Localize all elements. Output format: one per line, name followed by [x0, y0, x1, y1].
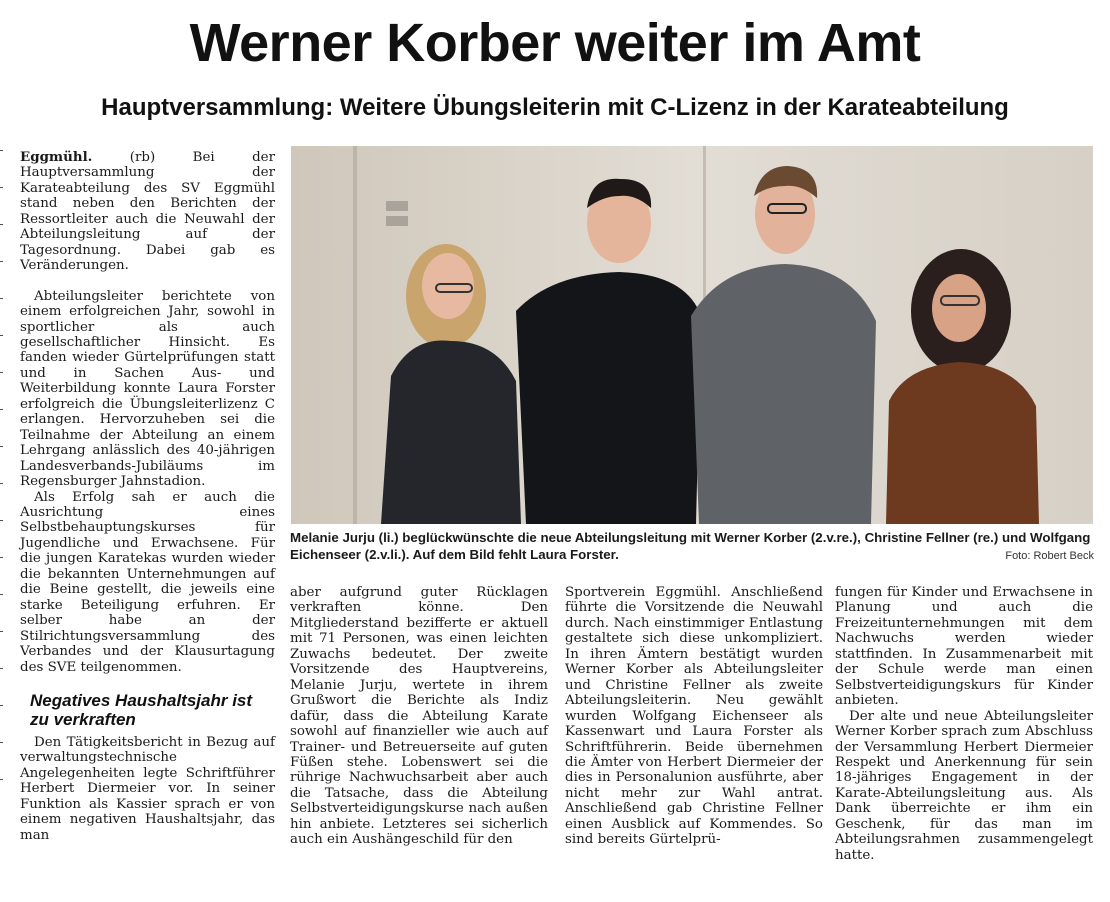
article-column-1 [20, 150, 275, 843]
lead-text: (rb) Bei der Hauptversammlung der Karateabteilung des SV Eggmühl stand neben den Berichten der Ressortleiter auch die Neuwahl der Abteilungsleitung auf der Tagesordnung. Dabei gab es Veränderungen. [20, 150, 275, 274]
paragraph: aber aufgrund guter Rücklagen verkraften könne. Den Mitgliederstand bezifferte er aktuell mit 71 Personen, was einen leichten Zuwachs bedeutet. Der zweite Vorsitzende des Hauptvereins, Melanie Jurju, wertete in ihrem Grußwort die Berichte als Indiz dafür, dass die Abteilung Karate sowohl auf finanzieller wie auch auf Trainer- und Betreuerseite auf guten Füßen stehe. Lobenswert sei die rührige Nachwuchsarbeit aber auch die Tatsache, dass die Abteilung Selbstverteidigungskurse nach außen hin anbiete. Letzteres sei sicherlich auch ein Aushängeschild für den [290, 585, 548, 848]
margin-marks [0, 150, 4, 816]
paragraph: Sportverein Eggmühl. Anschließend führte die Vorsitzende die Neuwahl durch. Nach einstimmiger Entlastung gestaltete sich diese unkompliziert. In ihren Ämtern bestätigt wurden Werner Korber als Abteilungsleiter und Christine Fellner als zweite Abteilungsleiterin. Neu gewählt wurden Wolfgang Eichenseer als Kassenwart und Laura Forster als Schriftführerin. Beide übernehmen die Ämter von Herbert Diermeier der dies in Personalunion ausführte, aber nicht mehr zur Wahl antrat. Anschließend gab Christine Fellner einen Ausblick auf Kommendes. So sind bereits Gürtelprü- [565, 585, 823, 848]
headline: Werner Korber weiter im Amt [189, 13, 921, 73]
paragraph: Der alte und neue Abteilungsleiter Werner Korber sprach zum Abschluss der Versammlung Herbert Diermeier Respekt und Anerkennung für sein 18-jähriges Engagement in der Karate-Abteilungsleitung aus. Als Dank überreichte er ihm ein Geschenk, für das man im Abteilungsrahmen zusammengelegt hatte. [835, 708, 1093, 863]
group-photo-image [291, 146, 1093, 524]
section-subheading: Negatives Haushaltsjahr ist zu verkraften [30, 690, 253, 729]
article-column-2 [290, 585, 548, 848]
subheadline: Hauptversammlung: Weitere Übungsleiterin mit C-Lizenz in der Karateabteilung [101, 94, 1009, 121]
dateline-place: Eggmühl. [20, 149, 93, 165]
lead-paragraph [20, 150, 275, 274]
paragraph: Abteilungsleiter berichtete von einem erfolgreichen Jahr, sowohl in sportlicher als auch gesellschaftlicher Hinsicht. Es fanden wieder Gürtelprüfungen statt und in Sachen Aus- und Weiterbildung konnte Laura Forster erfolgreich die Übungsleiterlizenz C erlangen. Hervorzuheben sei die Teilnahme der Abteilung an einem Lehrgang anlässlich des 40-jährigen Landesverbands-Jubiläums im Regensburger Jahnstadion. [20, 288, 275, 490]
paragraph: Den Tätigkeitsbericht in Bezug auf verwaltungstechnische Angelegenheiten legte Schriftführer Herbert Diermeier vor. In seiner Funktion als Kassier sprach er von einem negativen Haushaltsjahr, das man [20, 734, 275, 843]
photo-credit: Foto: Robert Beck [1005, 550, 1094, 562]
paragraph: fungen für Kinder und Erwachsene in Planung und auch die Freizeitunternehmungen mit dem Nachwuchs werden wieder stattfinden. In Zusammenarbeit mit der Schule werde man einen Selbstverteidigungskurs für Kinder anbieten. [835, 585, 1093, 709]
photo-caption: Melanie Jurju (li.) beglückwünschte die neue Abteilungsleitung mit Werner Korber (2.v.re.), Christine Fellner (re.) und Wolfgang Eichenseer (2.v.li.). Auf dem Bild fehlt Laura Forster. [290, 530, 1091, 562]
paragraph: Als Erfolg sah er auch die Ausrichtung eines Selbstbehauptungskurses für Jugendliche und Erwachsene. Für die jungen Karatekas wurden wieder die bekannten Unternehmungen auf die Beine gestellt, die jeweils eine starke Beteiligung erfuhren. Er selber habe an der Stilrichtungsversammlung des Verbandes und der Klausurtagung des SVE teilgenommen. [20, 489, 275, 675]
article-column-3 [565, 585, 823, 848]
article-photo [291, 146, 1093, 524]
article-column-4 [835, 585, 1093, 863]
